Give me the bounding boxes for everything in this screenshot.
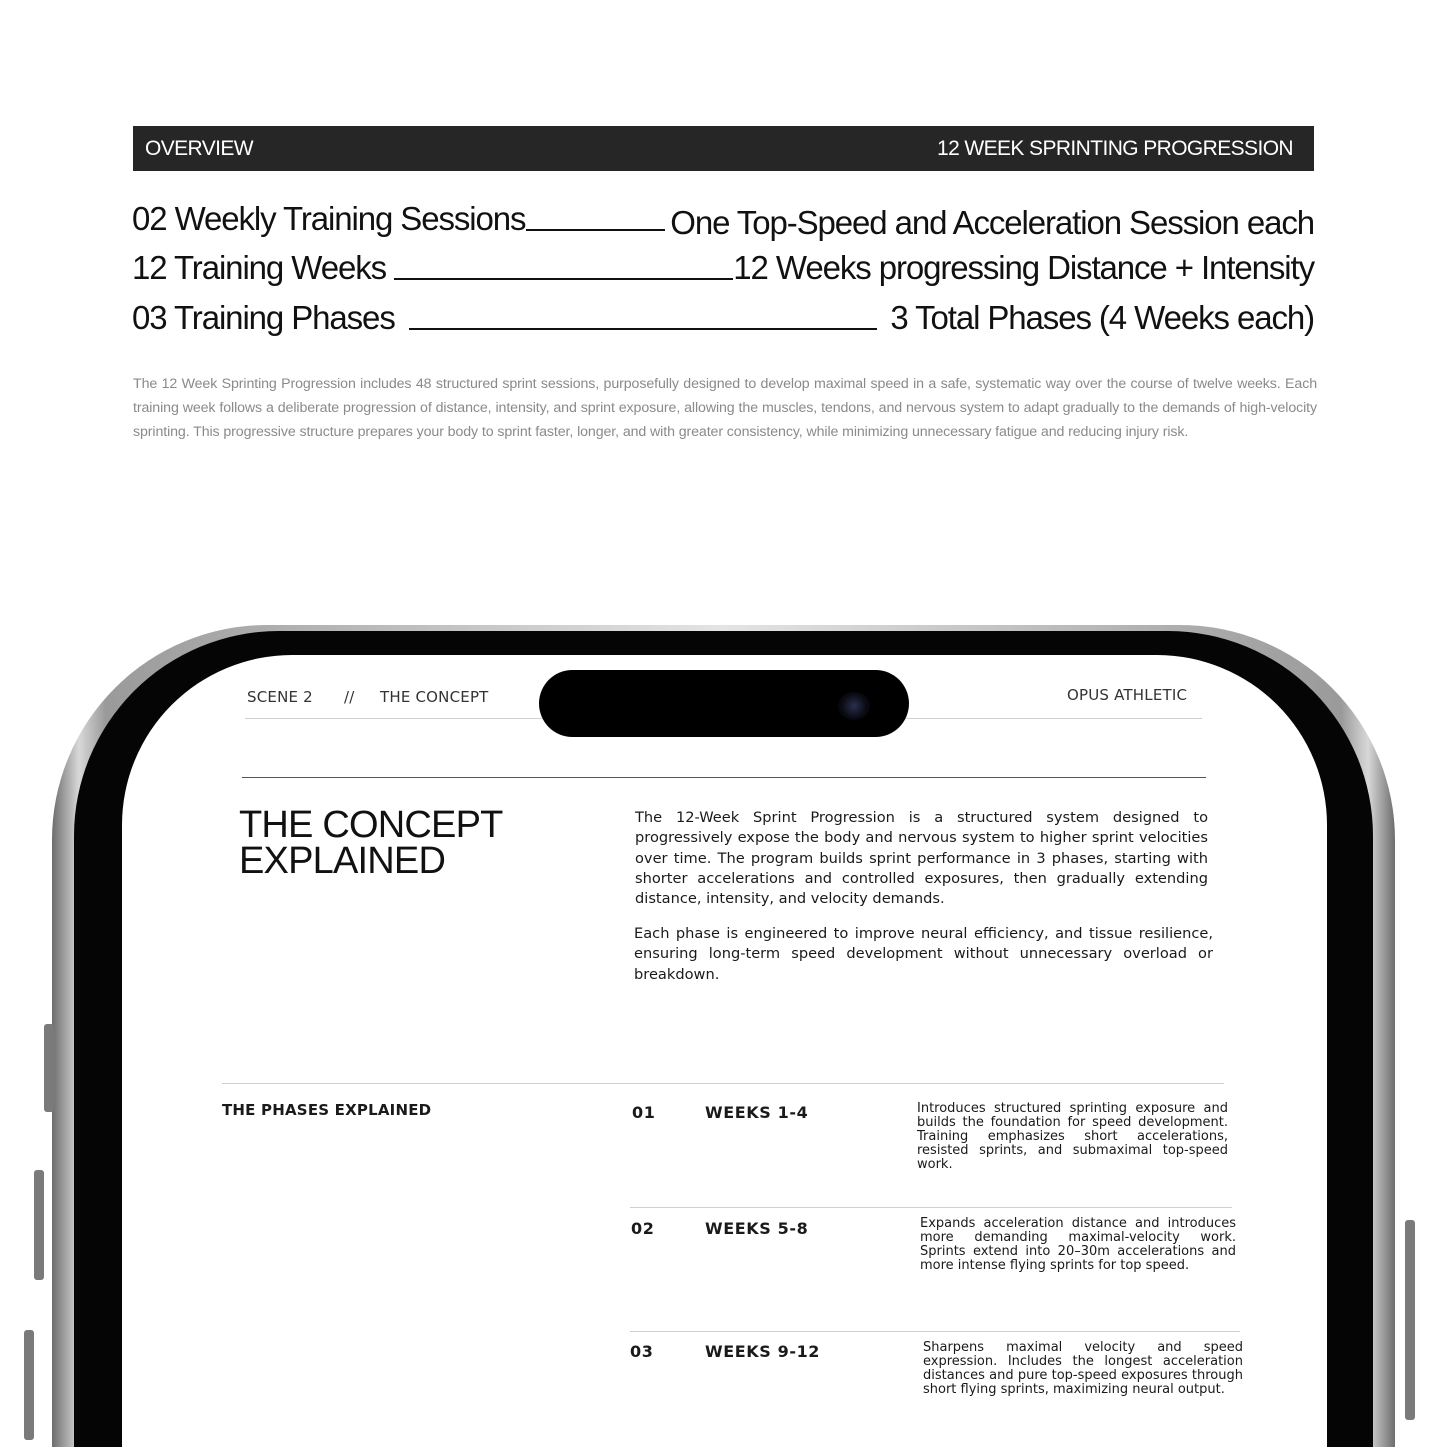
phone-side-button: [24, 1330, 34, 1440]
phases-divider: [222, 1083, 1224, 1084]
stat-value: 3 Total Phases (4 Weeks each): [890, 299, 1314, 336]
concept-title: [239, 804, 503, 882]
concept-title-line: EXPLAINED: [239, 840, 446, 882]
overview-label: OVERVIEW: [145, 136, 254, 160]
stat-leader-line: [526, 229, 665, 231]
intro-paragraph: The 12 Week Sprinting Progression includes 48 structured sprint sessions, purposefully designed to develop maximal speed in a safe, systematic way over the course of twelve weeks. Each training week follows a deliberate progression of distance, intensity, and sprint exposure, allowing the muscles, tendons, and nervous system to adapt gradually to the demands of high-velocity sprinting. This progressive structure prepares your body to sprint faster, longer, and with greater consistency, while minimizing unnecessary fatigue and reducing injury risk.: [133, 376, 1317, 440]
program-title: 12 WEEK SPRINTING PROGRESSION: [936, 136, 1293, 160]
overview-header-bar: [133, 126, 1314, 171]
section-label: THE CONCEPT: [380, 688, 489, 706]
phases-title: THE PHASES EXPLAINED: [222, 1101, 432, 1119]
concept-paragraph: The 12-Week Sprint Progression is a structured system designed to progressively expose the body and nervous system to higher sprint velocities over time. The program builds sprint performance in 3 phases, starting with shorter accelerations and controlled exposures, then gradually extending distance, intensity, and velocity demands.: [635, 809, 1208, 908]
concept-title-line: THE CONCEPT: [239, 804, 503, 846]
stat-value: One Top-Speed and Acceleration Session each: [670, 204, 1314, 241]
camera-lens-icon: [838, 692, 870, 720]
phase-description: Sharpens maximal velocity and speed expression. Includes the longest acceleration distances and pure top-speed exposures through short flying sprints, maximizing neural output.: [923, 1340, 1243, 1397]
phone-side-button: [44, 1024, 54, 1112]
phone-screen: [122, 655, 1327, 1447]
phase-divider: [630, 1331, 1240, 1332]
stat-row-phases: [132, 299, 1314, 343]
stat-label: 02 Weekly Training Sessions: [132, 200, 526, 237]
stat-label: 12 Training Weeks: [132, 249, 387, 286]
phase-weeks: WEEKS 1-4: [705, 1103, 809, 1122]
phase-description: Introduces structured sprinting exposure and builds the foundation for speed development. Training emphasizes short accelerations, resisted sprints, and submaximal top-speed work.: [917, 1101, 1228, 1172]
stat-value: 12 Weeks progressing Distance + Intensity: [733, 249, 1314, 286]
phone-side-button: [1405, 1220, 1415, 1420]
header-separator: //: [344, 688, 355, 706]
phase-weeks: WEEKS 9-12: [705, 1342, 821, 1361]
phase-number: 01: [632, 1103, 656, 1122]
stat-leader-line: [394, 278, 733, 280]
stat-row-weeks: [132, 249, 1314, 293]
section-divider: [242, 777, 1206, 778]
phone-side-button: [34, 1170, 44, 1280]
phase-weeks: WEEKS 5-8: [705, 1219, 809, 1238]
stat-leader-line: [409, 328, 877, 330]
stat-row-sessions: [132, 200, 1314, 244]
stat-label: 03 Training Phases: [132, 299, 395, 336]
concept-paragraph: Each phase is engineered to improve neural efficiency, and tissue resilience, ensuring long-term speed development without unnecessary overload or breakdown.: [634, 925, 1213, 983]
phase-number: 03: [630, 1342, 654, 1361]
scene-label: SCENE 2: [247, 688, 313, 706]
phase-number: 02: [631, 1219, 655, 1238]
phase-description: Expands acceleration distance and introduces more demanding maximal-velocity work. Sprints extend into 20–30m accelerations and more intense flying sprints for top speed.: [920, 1216, 1236, 1273]
phase-divider: [630, 1207, 1232, 1208]
brand-name: OPUS ATHLETIC: [1067, 686, 1188, 704]
